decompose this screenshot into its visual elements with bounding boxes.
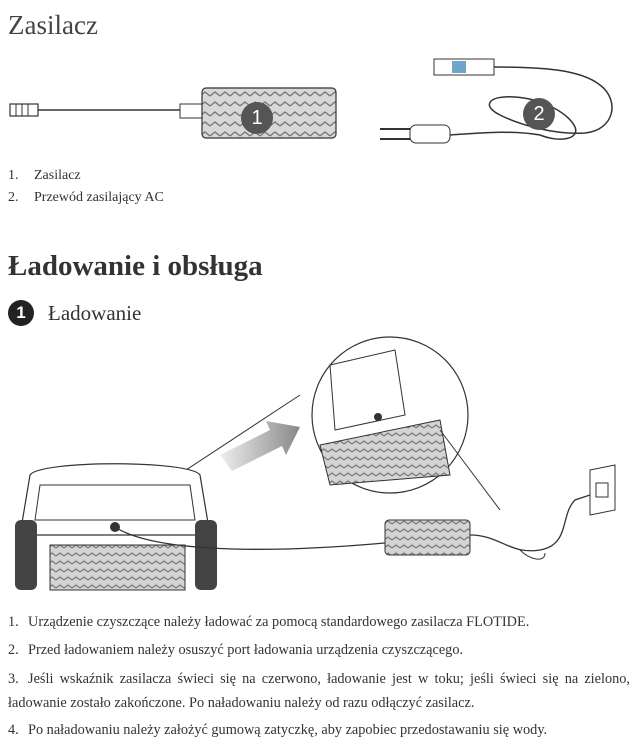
- subsection-title: Ładowanie: [48, 300, 142, 325]
- list-item: 2. Przed ładowaniem należy osuszyć port ładowania urządzenia czyszczącego.: [8, 642, 464, 658]
- charging-illustration: [0, 335, 637, 595]
- list-item: 2. Przewód zasilający AC: [8, 190, 164, 205]
- cable-callout: 2: [523, 98, 555, 130]
- section-title: Ładowanie i obsługa: [8, 250, 263, 282]
- list-item: 1. Zasilacz: [8, 168, 81, 183]
- list-item: 3. Jeśli wskaźnik zasilacza świeci się na czerwono, ładowanie jest w toku; jeśli świeci się na zielono, ładowanie zostało zakończone. Po naładowaniu należy od razu odłączyć zasilacz.: [8, 671, 630, 711]
- list-item: 1. Urządzenie czyszczące należy ładować za pomocą standardowego zasilacza FLOTIDE.: [8, 614, 530, 630]
- list-item: 4. Po naładowaniu należy założyć gumową zatyczkę, aby zapobiec przedostawaniu się wody.: [8, 722, 548, 738]
- adapter-callout: 1: [241, 102, 273, 134]
- subsection-header: [8, 299, 141, 327]
- power-adapter-illustration: [0, 80, 340, 150]
- ac-cable-illustration: [370, 55, 630, 165]
- step-badge: 1: [8, 300, 34, 326]
- page-title: Zasilacz: [8, 10, 98, 40]
